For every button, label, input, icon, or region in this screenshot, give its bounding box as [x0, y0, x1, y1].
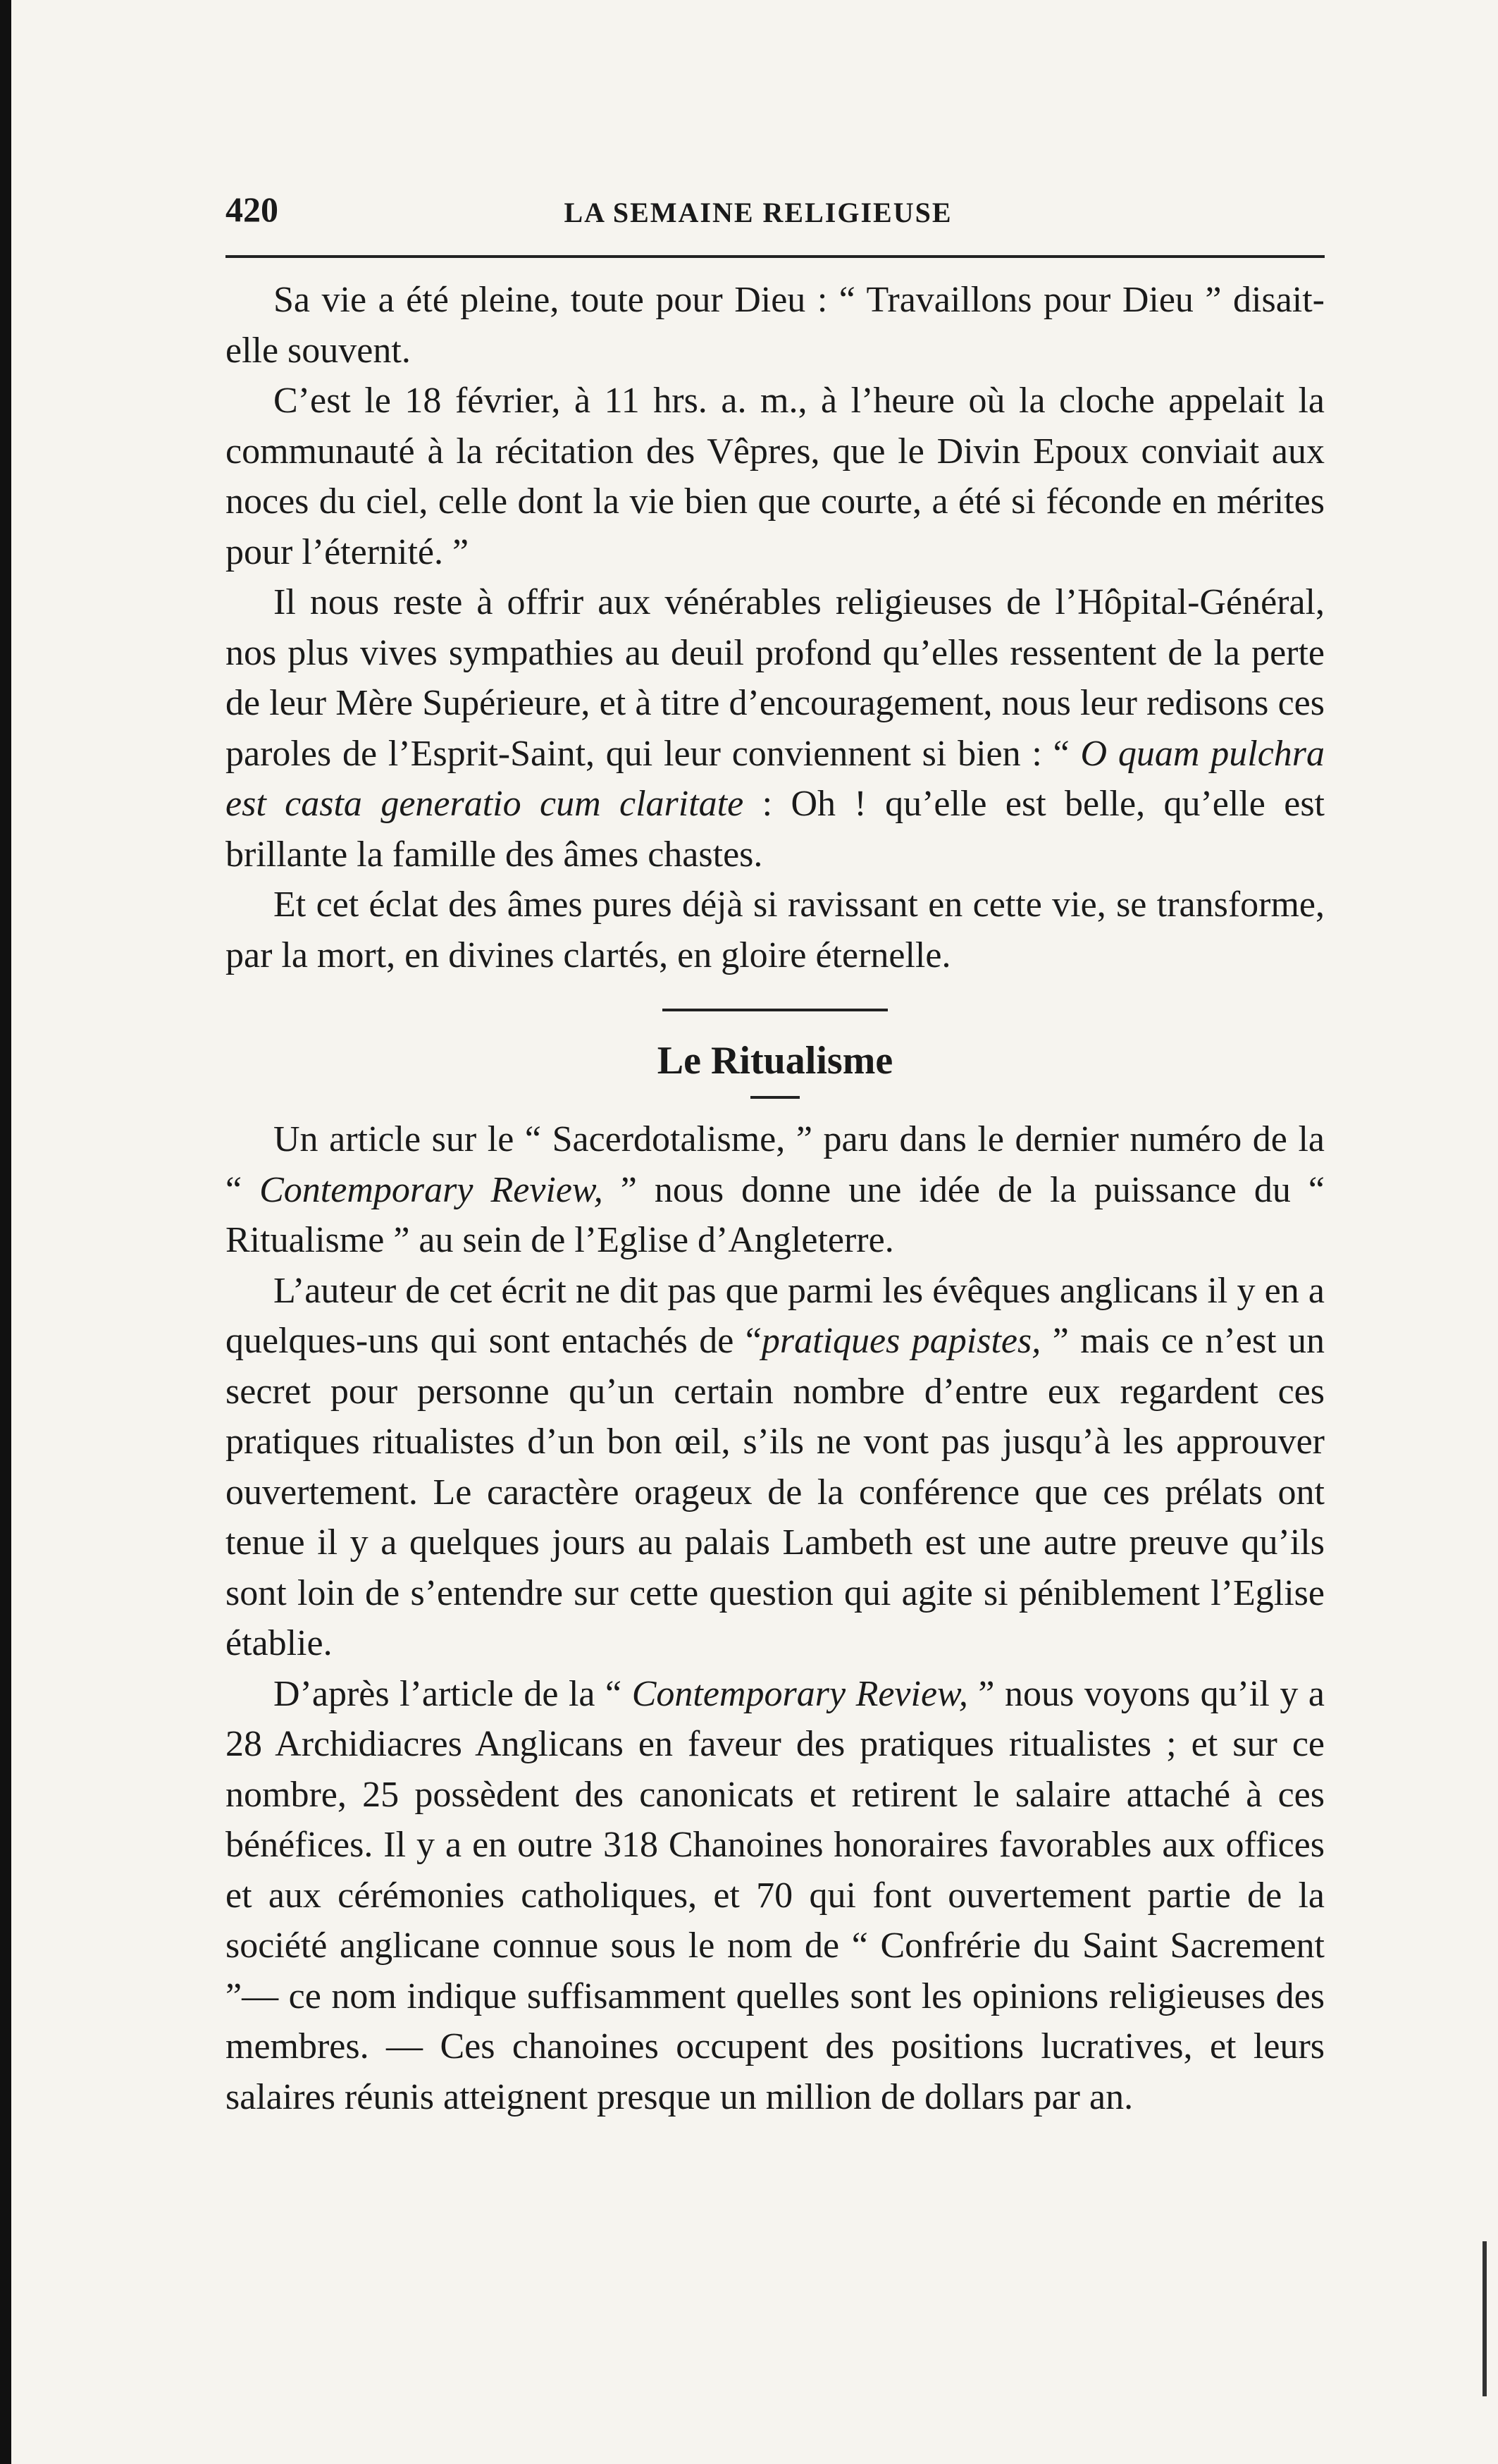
paragraph-eclat: Et cet éclat des âmes pures déjà si ravissant en cette vie, se transforme, par la mort, en divines clartés, en gloire éternelle.: [225, 885, 1325, 975]
text: L’auteur de cet écrit ne dit pas que parmi les évêques anglicans il y en a quelques-uns qui sont entachés de “: [225, 1270, 1325, 1361]
text: D’après l’article de la “: [273, 1673, 632, 1714]
header-rule: [225, 255, 1325, 258]
page-number: 420: [225, 190, 278, 229]
latin-quote: O quam pulchra est casta generatio cum claritate: [225, 733, 1325, 824]
scan-left-edge: [0, 0, 11, 2464]
running-head: LA SEMAINE RELIGIEUSE: [564, 197, 953, 228]
text: Un article sur le “ Sacerdotalisme, ” paru dans le dernier numéro de la “: [225, 1119, 1325, 1210]
text: ” nous voyons qu’il y a 28 Archidiacres Anglicans en faveur des pratiques ritualistes ; et sur ce nombre, 25 possèdent des canonicats et retirent le salaire attaché à ces bénéfices. Il y a en outre 318 Chanoines honoraires favorables aux offices et aux cérémonies catholiques, et 70 qui font ouvertement partie de la société anglicane connue sous le nom de “ Confrérie du Saint Sacrement ”— ce nom indique suffisamment quelles sont les opinions religieuses des membres. — Ces chanoines occupent des positions lucratives, et leurs salaires réunis atteignent presque un million de dollars par an.: [225, 1673, 1325, 2117]
text: Il nous reste à offrir aux vénérables religieuses de l’Hôpital-Général, nos plus vives sympathies au deuil profond qu’elles ressentent de la perte de leur Mère Supérieure, et à titre d’encouragement, nous leur redisons ces paroles de l’Esprit-Saint, qui leur conviennent si bien : “: [225, 582, 1325, 774]
journal-title: Contemporary Review,: [631, 1673, 968, 1714]
section-title: Le Ritualisme: [657, 1039, 893, 1083]
text: ” nous donne une idée de la puissance du “ Ritualisme ” au sein de l’Eglise d’Angleterre.: [225, 1169, 1325, 1260]
paragraph-article: [225, 1114, 1325, 1266]
paragraph-vie: Sa vie a été pleine, toute pour Dieu : “ Travaillons pour Dieu ” disait-elle souvent.: [225, 280, 1325, 371]
paragraph-sympathies: [225, 577, 1325, 880]
scan-right-edge-mark: [1482, 2241, 1487, 2396]
page-body: [225, 275, 1325, 2122]
text: : Oh ! qu’elle est belle, qu’elle est brillante la famille des âmes chastes.: [225, 784, 1325, 875]
section-divider: [662, 1009, 888, 1011]
journal-title: Contemporary Review,: [259, 1169, 603, 1210]
paragraph-archidiacres: [225, 1669, 1325, 2123]
paragraph-auteur: [225, 1266, 1325, 1669]
paragraph-fevrier: C’est le 18 février, à 11 hrs. a. m., à l’heure où la cloche appelait la communauté à la récitation des Vêpres, que le Divin Epoux conviait aux noces du ciel, celle dont la vie bien que courte, a été si féconde en mérites pour l’éternité. ”: [225, 381, 1325, 572]
text: ” mais ce n’est un secret pour personne qu’un certain nombre d’entre eux regardent ces pratiques ritualistes d’un bon œil, s’ils ne vont pas jusqu’à les approuver ouvertement. Le caractère orageux de la conférence que ces prélats ont tenue il y a quelques jours au palais Lambeth est une autre preuve qu’ils sont loin de s’entendre sur cette question qui agite si péniblement l’Eglise établie.: [225, 1321, 1325, 1663]
title-dash: [750, 1096, 800, 1099]
italic-phrase: pratiques papistes,: [761, 1321, 1041, 1361]
page-header: [209, 189, 1308, 238]
